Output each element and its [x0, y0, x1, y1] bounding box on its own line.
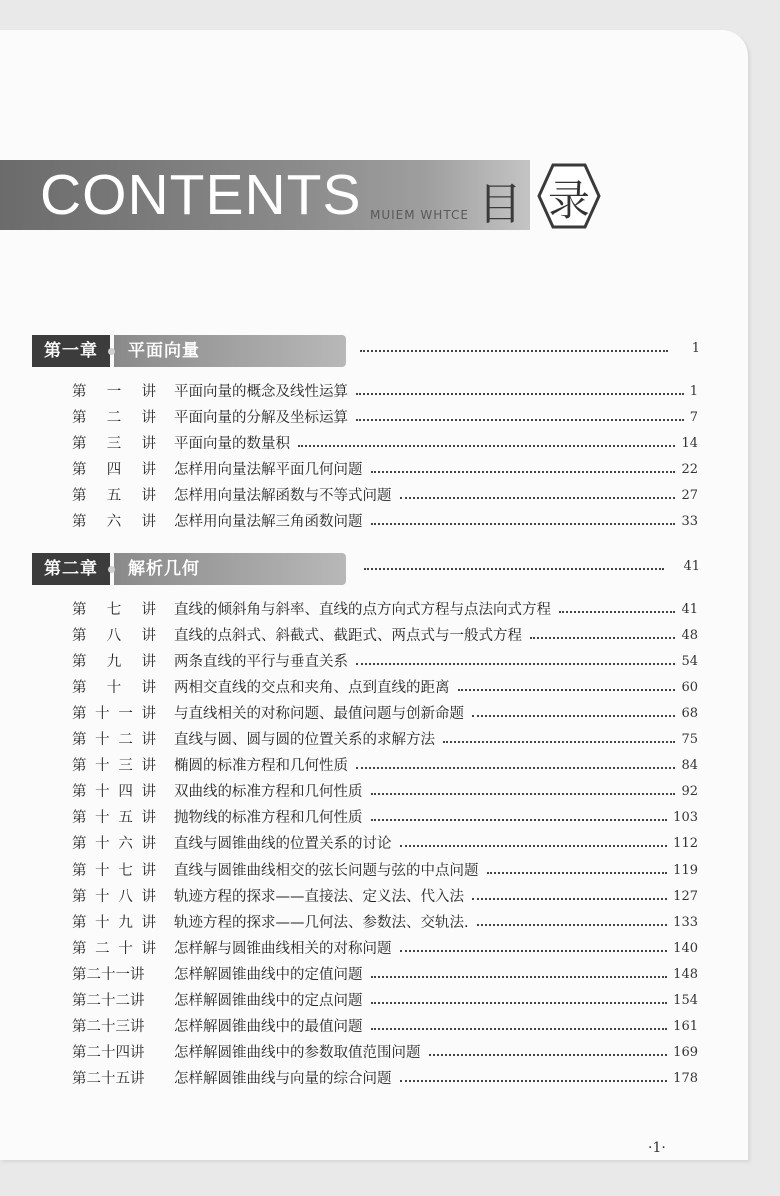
- lesson-page-number: 41: [681, 602, 698, 617]
- lesson-number: [72, 962, 156, 988]
- lesson-number-char: 第二十二讲: [72, 992, 145, 1009]
- lesson-page-number: 169: [673, 1044, 698, 1060]
- lesson-number-char: 十: [95, 706, 110, 723]
- lesson-number-char: 十: [95, 836, 110, 853]
- lesson-leader-dots: [356, 663, 675, 665]
- lesson-number: [72, 405, 156, 431]
- lesson-number-char: 五: [118, 810, 133, 827]
- lesson-number-char: 讲: [141, 602, 156, 618]
- lesson-title: 怎样解与圆锥曲线相关的对称问题: [174, 940, 392, 957]
- lesson-number-char: 第: [72, 462, 87, 479]
- lesson-page-number: 27: [681, 488, 698, 504]
- toc-entry[interactable]: [72, 483, 712, 509]
- toc-entry[interactable]: [72, 1040, 712, 1066]
- lesson-number: [72, 831, 156, 857]
- lesson-page-number: 178: [673, 1070, 698, 1086]
- chapter-leader-dots: [360, 350, 668, 352]
- lesson-title: 抛物线的标准方程和几何性质: [174, 810, 363, 827]
- lesson-number-char: 第: [72, 862, 87, 879]
- toc-entry[interactable]: [72, 831, 712, 857]
- lesson-number-char: 讲: [141, 680, 156, 697]
- lesson-leader-dots: [356, 419, 684, 421]
- lesson-leader-dots: [400, 950, 668, 952]
- lesson-number: [72, 753, 156, 779]
- lesson-number: [72, 858, 156, 884]
- lesson-title: 直线与圆锥曲线的位置关系的讨论: [174, 836, 392, 853]
- lesson-number-char: 第: [72, 602, 87, 618]
- lesson-title: 椭圆的标准方程和几何性质: [174, 758, 348, 775]
- lesson-title: 直线与圆、圆与圆的位置关系的求解方法: [174, 732, 435, 749]
- lesson-number-char: 第二十三讲: [72, 1018, 145, 1035]
- lesson-number: [72, 805, 156, 831]
- lesson-number: [72, 936, 156, 962]
- lesson-page-number: 148: [673, 966, 698, 982]
- lesson-number: [72, 483, 156, 509]
- lesson-number-char: 讲: [141, 810, 156, 827]
- lesson-number: [72, 1040, 156, 1066]
- lesson-leader-dots: [429, 1054, 668, 1056]
- lesson-number-char: 第: [72, 888, 87, 905]
- banner-chinese-title-1: 目: [478, 179, 522, 230]
- chapter-dot-icon: [108, 348, 115, 355]
- lesson-leader-dots: [400, 1080, 668, 1082]
- lesson-number: [72, 910, 156, 936]
- lesson-page-number: 14: [681, 436, 698, 452]
- toc-entry[interactable]: [72, 884, 712, 910]
- chapter-heading[interactable]: [32, 335, 700, 367]
- lesson-leader-dots: [371, 1002, 668, 1004]
- chapter-title: 解析几何: [128, 559, 200, 579]
- lesson-number: [72, 431, 156, 457]
- lesson-leader-dots: [371, 976, 668, 978]
- lesson-number-char: 六: [106, 514, 122, 531]
- lesson-title: 怎样解圆锥曲线中的参数取值范围问题: [174, 1044, 421, 1061]
- lesson-title: 平面向量的概念及线性运算: [174, 384, 348, 400]
- chapter-leader-dots: [364, 568, 664, 570]
- lesson-number-char: 第: [72, 514, 87, 531]
- lesson-title: 怎样解圆锥曲线中的最值问题: [174, 1018, 363, 1035]
- lesson-number-char: 第: [72, 436, 87, 453]
- lesson-number-char: 讲: [141, 706, 156, 723]
- lesson-number-char: 讲: [141, 862, 156, 879]
- lesson-leader-dots: [400, 497, 676, 499]
- toc-entry[interactable]: [72, 457, 712, 483]
- lesson-leader-dots: [458, 689, 676, 691]
- toc-entry[interactable]: [72, 779, 712, 805]
- lesson-title: 双曲线的标准方程和几何性质: [174, 784, 363, 801]
- lesson-leader-dots: [356, 767, 675, 769]
- lesson-number-char: 十: [95, 862, 110, 879]
- lesson-number-char: 讲: [141, 462, 156, 479]
- lesson-number: [72, 509, 156, 535]
- lesson-page-number: 75: [681, 732, 698, 748]
- lesson-leader-dots: [487, 872, 668, 874]
- toc-entry[interactable]: [72, 962, 712, 988]
- lesson-number-char: 二: [118, 732, 133, 749]
- lesson-number-char: 讲: [141, 888, 156, 905]
- lesson-number-char: 第: [72, 384, 87, 400]
- lesson-number-char: 讲: [141, 758, 156, 775]
- lesson-number: [72, 701, 156, 727]
- lesson-title: 直线与圆锥曲线相交的弦长问题与弦的中点问题: [174, 862, 479, 879]
- lesson-title: 轨迹方程的探求——直接法、定义法、代入法: [174, 888, 464, 905]
- lesson-page-number: 112: [673, 836, 698, 852]
- lesson-leader-dots: [472, 898, 667, 900]
- lesson-number-char: 八: [118, 888, 133, 905]
- lesson-title: 与直线相关的对称问题、最值问题与创新命题: [174, 706, 464, 723]
- lesson-number-char: 十: [118, 940, 133, 957]
- banner-ghost-text: MUIEM WHTCE: [370, 208, 469, 222]
- lesson-number: [72, 457, 156, 483]
- lesson-number-char: 十: [95, 758, 110, 775]
- lesson-leader-dots: [371, 819, 668, 821]
- lesson-number: [72, 1014, 156, 1040]
- toc-entry[interactable]: [72, 405, 712, 431]
- lesson-number-char: 第二十四讲: [72, 1044, 145, 1061]
- lesson-number-char: 三: [106, 436, 122, 453]
- lesson-page-number: 154: [673, 992, 698, 1008]
- lesson-leader-dots: [356, 393, 684, 395]
- lesson-page-number: 1: [689, 384, 698, 399]
- lesson-title: 怎样用向量法解函数与不等式问题: [174, 488, 392, 505]
- lesson-number-char: 讲: [141, 410, 156, 427]
- lesson-number-char: 讲: [141, 940, 156, 957]
- lesson-page-number: 133: [673, 914, 698, 930]
- lesson-number-char: 第: [72, 940, 87, 957]
- lesson-title: 怎样解圆锥曲线中的定点问题: [174, 992, 363, 1009]
- lesson-number-char: 第: [72, 654, 87, 671]
- toc-entry[interactable]: [72, 701, 712, 727]
- lesson-page-number: 48: [681, 628, 698, 644]
- lesson-number-char: 第: [72, 810, 87, 827]
- lesson-page-number: 92: [681, 784, 698, 800]
- lesson-number-char: 九: [118, 914, 133, 931]
- lesson-number-char: 二: [106, 410, 122, 427]
- toc-entry[interactable]: [72, 675, 712, 701]
- lesson-page-number: 103: [673, 810, 698, 826]
- lesson-number-char: 四: [118, 784, 133, 801]
- lesson-leader-dots: [371, 793, 676, 795]
- lesson-number-char: 讲: [141, 836, 156, 853]
- chapter-title: 平面向量: [128, 341, 200, 361]
- lesson-page-number: 68: [681, 706, 698, 722]
- lesson-title: 轨迹方程的探求——几何法、参数法、交轨法.: [174, 914, 469, 931]
- lesson-number-char: 第: [72, 758, 87, 775]
- lesson-page-number: 33: [681, 514, 698, 530]
- lesson-title: 怎样解圆锥曲线与向量的综合问题: [174, 1070, 392, 1087]
- lesson-number-char: 第二十五讲: [72, 1070, 145, 1087]
- lesson-number-char: 九: [106, 654, 122, 671]
- lesson-number-char: 四: [106, 462, 122, 479]
- lesson-number-char: 十: [106, 680, 122, 697]
- lesson-number-char: 十: [95, 810, 110, 827]
- lesson-page-number: 119: [673, 862, 698, 878]
- lesson-page-number: 60: [681, 680, 698, 696]
- lesson-leader-dots: [443, 741, 675, 743]
- lesson-number-char: 二: [95, 940, 110, 957]
- lesson-number-char: 十: [95, 888, 110, 905]
- lesson-number-char: 第: [72, 836, 87, 853]
- lesson-number-char: 讲: [141, 784, 156, 801]
- lesson-number-char: 讲: [141, 914, 156, 931]
- lesson-number-char: 第二十一讲: [72, 966, 145, 983]
- lesson-leader-dots: [400, 845, 668, 847]
- toc-entry[interactable]: [72, 509, 712, 535]
- lesson-number-char: 第: [72, 488, 87, 505]
- lesson-number-char: 八: [106, 628, 122, 645]
- lesson-leader-dots: [472, 715, 675, 717]
- lesson-number-char: 第: [72, 628, 87, 645]
- lesson-number-char: 讲: [141, 654, 156, 671]
- toc-entry[interactable]: [72, 753, 712, 779]
- lesson-number-char: 第: [72, 784, 87, 801]
- lesson-number-char: 第: [72, 706, 87, 723]
- lesson-number: [72, 597, 156, 623]
- lesson-number-char: 十: [95, 914, 110, 931]
- chapter-heading[interactable]: [32, 553, 700, 585]
- lesson-number-char: 一: [106, 384, 122, 400]
- lesson-number-char: 六: [118, 836, 133, 853]
- lesson-leader-dots: [477, 924, 668, 926]
- lesson-number-char: 七: [106, 602, 122, 618]
- lesson-number-char: 五: [106, 488, 122, 505]
- toc-entry[interactable]: [72, 623, 712, 649]
- toc-entry[interactable]: [72, 727, 712, 753]
- lesson-title: 怎样解圆锥曲线中的定值问题: [174, 966, 363, 983]
- lesson-number-char: 讲: [141, 514, 156, 531]
- lesson-title: 怎样用向量法解平面几何问题: [174, 462, 363, 479]
- chapter-page-number: 1: [691, 341, 700, 356]
- lesson-number-char: 十: [95, 732, 110, 749]
- toc-entry[interactable]: [72, 910, 712, 936]
- lesson-title: 平面向量的分解及坐标运算: [174, 410, 348, 427]
- lesson-title: 两相交直线的交点和夹角、点到直线的距离: [174, 680, 450, 697]
- lesson-number-char: 第: [72, 914, 87, 931]
- lesson-number: [72, 727, 156, 753]
- lesson-number: [72, 884, 156, 910]
- lesson-number-char: 第: [72, 680, 87, 697]
- chapter-label: 第一章: [32, 335, 110, 367]
- lesson-number: [72, 649, 156, 675]
- chapter-page-number: 41: [683, 559, 700, 574]
- lesson-page-number: 127: [673, 888, 698, 904]
- lesson-title: 两条直线的平行与垂直关系: [174, 654, 348, 671]
- lesson-leader-dots: [371, 1028, 668, 1030]
- chapter-dot-icon: [108, 566, 115, 573]
- toc-entry[interactable]: [72, 597, 712, 623]
- lesson-number-char: 讲: [141, 732, 156, 749]
- lesson-page-number: 161: [673, 1018, 698, 1034]
- lesson-number-char: 第: [72, 410, 87, 427]
- lesson-title: 直线的点斜式、斜截式、截距式、两点式与一般式方程: [174, 628, 522, 645]
- lesson-leader-dots: [530, 637, 675, 639]
- lesson-number: [72, 675, 156, 701]
- toc-entry[interactable]: [72, 1014, 712, 1040]
- lesson-number-char: 讲: [141, 384, 156, 400]
- toc-entry[interactable]: [72, 858, 712, 884]
- lesson-number-char: 一: [118, 706, 133, 723]
- toc-entry[interactable]: [72, 805, 712, 831]
- lesson-title: 直线的倾斜角与斜率、直线的点方向式方程与点法向式方程: [174, 602, 551, 618]
- lesson-leader-dots: [371, 471, 676, 473]
- footer-page-number: ·1·: [648, 1140, 666, 1156]
- lesson-number-char: 讲: [141, 488, 156, 505]
- banner-english-title: CONTENTS: [40, 163, 362, 227]
- lesson-page-number: 54: [681, 654, 698, 670]
- banner-chinese-title-2: 录: [547, 176, 590, 225]
- lesson-number: [72, 379, 156, 405]
- lesson-number: [72, 988, 156, 1014]
- lesson-number-char: 讲: [141, 628, 156, 645]
- lesson-page-number: 84: [681, 758, 698, 774]
- lesson-number-char: 讲: [141, 436, 156, 453]
- lesson-number-char: 十: [95, 784, 110, 801]
- lesson-leader-dots: [371, 523, 676, 525]
- lesson-page-number: 140: [673, 940, 698, 956]
- lesson-number: [72, 1066, 156, 1092]
- lesson-number: [72, 623, 156, 649]
- toc-entry[interactable]: [72, 1066, 712, 1092]
- lesson-number-char: 七: [118, 862, 133, 879]
- lesson-page-number: 22: [681, 462, 698, 478]
- toc-entry[interactable]: [72, 936, 712, 962]
- lesson-title: 怎样用向量法解三角函数问题: [174, 514, 363, 531]
- lesson-number: [72, 779, 156, 805]
- toc-entry[interactable]: [72, 431, 712, 457]
- lesson-number-char: 三: [118, 758, 133, 775]
- chapter-label: 第二章: [32, 553, 110, 585]
- toc-entry[interactable]: [72, 649, 712, 675]
- lesson-number-char: 第: [72, 732, 87, 749]
- toc-entry[interactable]: [72, 988, 712, 1014]
- lesson-title: 平面向量的数量积: [174, 436, 290, 453]
- lesson-leader-dots: [559, 611, 675, 613]
- lesson-page-number: 7: [689, 410, 698, 426]
- lesson-leader-dots: [298, 445, 675, 447]
- toc-entry[interactable]: [72, 379, 712, 405]
